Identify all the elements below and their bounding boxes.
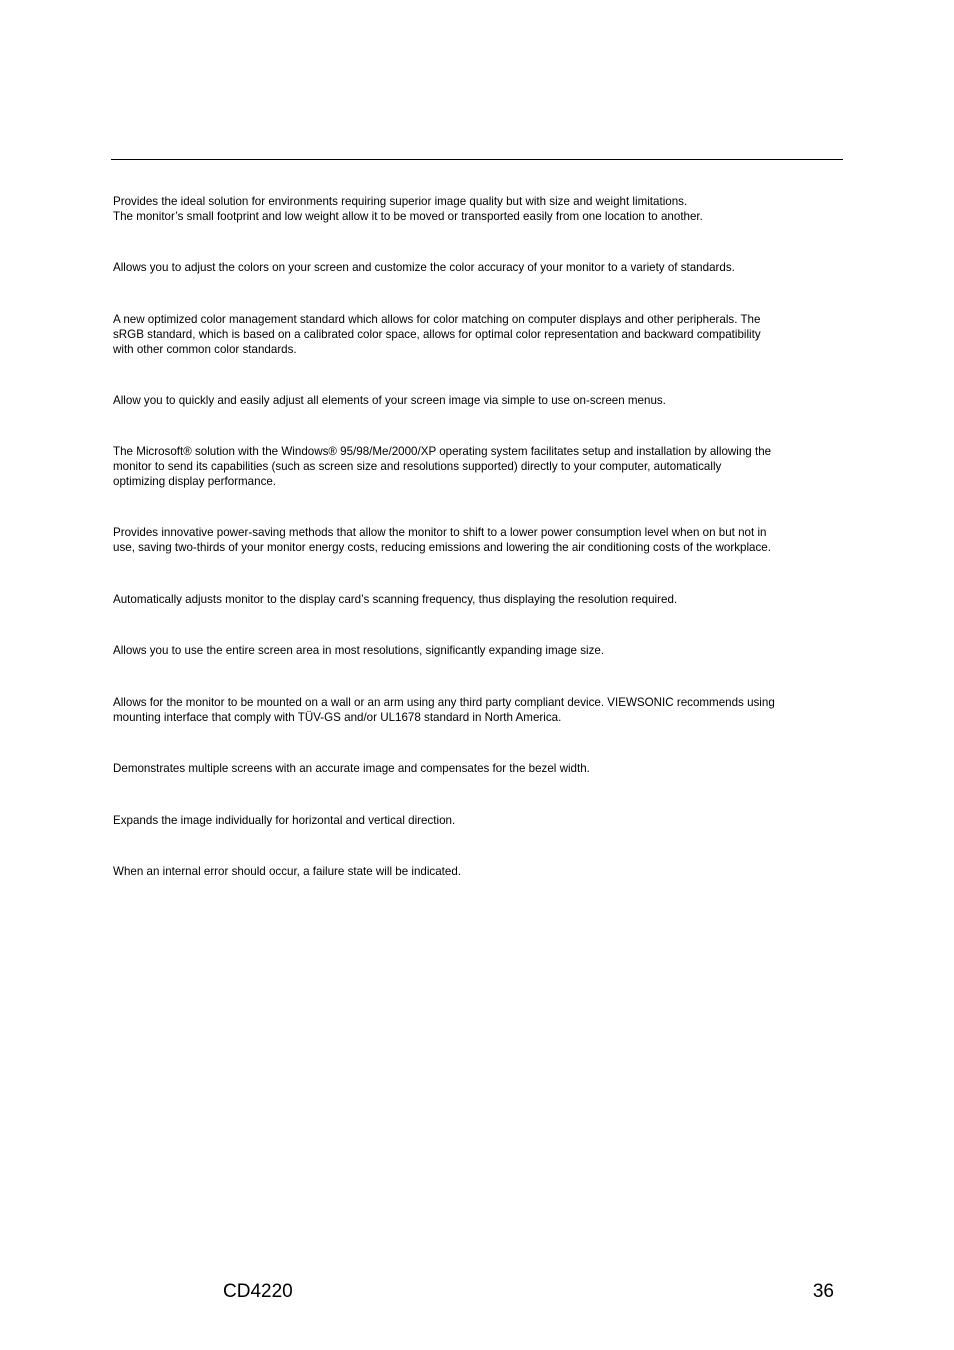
paragraph-line: monitor to send its capabilities (such as screen size and resolutions supported) directly to your computer, automatically [113, 459, 722, 473]
footer-model-name: CD4220 [223, 1281, 293, 1302]
paragraph-plug-and-play [113, 445, 843, 489]
paragraph-line: Demonstrates multiple screens with an accurate image and compensates for the bezel width. [113, 762, 590, 775]
paragraph-line: Allows you to adjust the colors on your screen and customize the color accuracy of your monitor to a variety of standards. [113, 261, 735, 274]
paragraph-line: Automatically adjusts monitor to the display card’s scanning frequency, thus displaying the resolution required. [113, 593, 678, 606]
paragraph-line: optimizing display performance. [113, 474, 277, 488]
paragraph-line: with other common color standards. [113, 342, 297, 356]
paragraph-line: The Microsoft® solution with the Windows® 95/98/Me/2000/XP operating system facilitates setup and installation by allowing the [113, 445, 772, 458]
paragraph-srgb [113, 313, 843, 357]
paragraph-full-screen [113, 644, 843, 659]
paragraph-image-expansion [113, 814, 843, 829]
paragraph-failure-state [113, 865, 843, 880]
paragraph-line: Allows for the monitor to be mounted on a wall or an arm using any third party compliant device. VIEWSONIC recommends using [113, 696, 775, 709]
paragraph-line: The monitor’s small footprint and low weight allow it to be moved or transported easily from one location to another. [113, 209, 703, 223]
paragraph-line: mounting interface that comply with TÜV-GS and/or UL1678 standard in North America. [113, 710, 562, 724]
paragraph-power-saving [113, 526, 843, 556]
paragraph-line: A new optimized color management standard which allows for color matching on computer displays and other peripherals. The [113, 313, 761, 326]
paragraph-osd-menus [113, 394, 843, 409]
footer-page-number: 36 [812, 1281, 834, 1302]
paragraph-line: use, saving two-thirds of your monitor energy costs, reducing emissions and lowering the air conditioning costs of the workplace. [113, 540, 771, 554]
paragraph-color-control [113, 261, 843, 276]
paragraph-line: Expands the image individually for horizontal and vertical direction. [113, 814, 456, 827]
paragraph-line: sRGB standard, which is based on a calibrated color space, allows for optimal color representation and backward compatibility [113, 327, 761, 341]
paragraph-line: Provides innovative power-saving methods that allow the monitor to shift to a lower power consumption level when on but not in [113, 526, 767, 539]
paragraph-line: When an internal error should occur, a failure state will be indicated. [113, 865, 461, 878]
paragraph-vesa-mount [113, 696, 843, 726]
paragraph-bezel-compensation [113, 762, 843, 777]
paragraph-auto-adjust [113, 593, 843, 608]
paragraph-line: Provides the ideal solution for environments requiring superior image quality but with size and weight limitations. [113, 195, 688, 208]
paragraph-line: Allows you to use the entire screen area in most resolutions, significantly expanding image size. [113, 644, 605, 657]
header-rule [111, 159, 843, 160]
paragraph-compact-design [113, 195, 843, 225]
paragraph-line: Allow you to quickly and easily adjust all elements of your screen image via simple to use on-screen menus. [113, 394, 666, 407]
